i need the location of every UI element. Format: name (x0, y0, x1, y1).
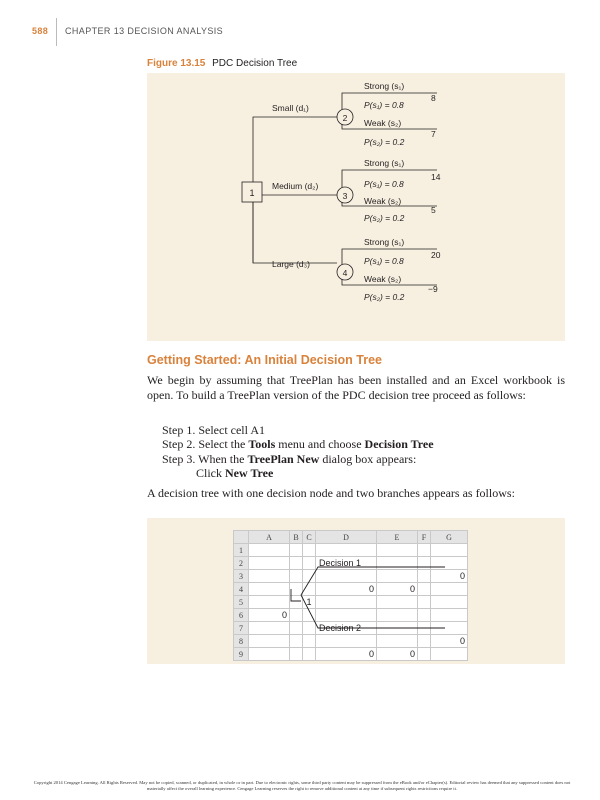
step-text: Click (196, 466, 225, 480)
figure-title: PDC Decision Tree (212, 58, 298, 69)
after-steps-paragraph: A decision tree with one decision node and two branches appears as follows: (147, 486, 515, 500)
branch-line-large (253, 195, 337, 263)
chance-node-3-label: 3 (342, 191, 348, 201)
outcome-prob: P(s₁) = 0.8 (364, 179, 404, 189)
column-header: G (431, 531, 468, 544)
payoff: 14 (431, 172, 441, 182)
step-3-substep (196, 466, 273, 480)
outcome-state: Strong (s₁) (364, 237, 405, 247)
chance-node-2-label: 2 (342, 113, 348, 123)
payoff: 5 (431, 205, 436, 215)
outcome-prob: P(s₂) = 0.2 (364, 137, 405, 147)
step-text: menu and choose (275, 437, 365, 451)
column-header: F (418, 531, 431, 544)
row-header: 7 (234, 622, 249, 635)
outcome-state: Strong (s₁) (364, 81, 405, 91)
outcome-state: Weak (s₂) (364, 196, 402, 206)
figure-label: Figure 13.15 (147, 58, 206, 69)
value-cell: 0 (316, 648, 377, 661)
branch-line-small (253, 117, 337, 182)
row-header: 9 (234, 648, 249, 661)
column-header: D (316, 531, 377, 544)
root-value-cell: 0 (249, 609, 290, 622)
payoff: 20 (431, 250, 441, 260)
header-divider (56, 18, 57, 46)
column-header: B (290, 531, 303, 544)
payoff: 8 (431, 93, 436, 103)
outcome-prob: P(s₂) = 0.2 (364, 292, 405, 302)
section-heading: Getting Started: An Initial Decision Tree (147, 353, 382, 367)
payoff: 7 (431, 129, 436, 139)
decision-1-label: Decision 1 (316, 557, 377, 570)
branch-label-small: Small (d₁) (272, 103, 309, 113)
row-header: 3 (234, 570, 249, 583)
step-2 (162, 437, 434, 451)
intro-paragraph: We begin by assuming that TreePlan has been installed and an Excel workbook is open. To build a TreePlan version of the PDC decision tree proceed as follows: (147, 373, 565, 402)
step-1 (162, 423, 265, 437)
payoff-cell: 0 (431, 570, 468, 583)
payoff: −9 (428, 284, 438, 294)
row-header: 5 (234, 596, 249, 609)
outcome-prob: P(s₁) = 0.8 (364, 256, 404, 266)
value-cell: 0 (377, 583, 418, 596)
branch-label-medium: Medium (d₂) (272, 181, 319, 191)
row-header: 6 (234, 609, 249, 622)
chapter-title: CHAPTER 13 DECISION ANALYSIS (65, 26, 224, 36)
copyright-footer: Copyright 2014 Cengage Learning. All Rights Reserved. May not be copied, scanned, or duplicated, in whole or in part. Due to electronic rights, some third party content may be suppressed from the eBook and/or eChapter(s). Editorial review has deemed that any suppressed content does not materially affect the overall learning experience. Cengage Learning reserves the right to remove additional content at any time if subsequent rights restrictions require it. (33, 780, 571, 791)
running-header (32, 26, 224, 36)
command-name: Decision Tree (364, 437, 434, 451)
row-header: 8 (234, 635, 249, 648)
row-header: 2 (234, 557, 249, 570)
outcome-state: Weak (s₂) (364, 274, 402, 284)
step-text: Step 1. Select cell A1 (162, 423, 265, 437)
outcome-prob: P(s₂) = 0.2 (364, 213, 405, 223)
outcome-prob: P(s₁) = 0.8 (364, 100, 404, 110)
figure-caption (147, 58, 297, 69)
payoff-cell: 0 (431, 635, 468, 648)
button-name: New Tree (225, 466, 274, 480)
page-number: 588 (32, 26, 49, 36)
step-3 (162, 452, 416, 466)
row-header: 4 (234, 583, 249, 596)
outcome-state: Strong (s₁) (364, 158, 405, 168)
decision-node-cell: 1 (303, 596, 316, 609)
branch-label-large: Large (d₃) (272, 259, 310, 269)
chance-node-4-label: 4 (342, 268, 348, 278)
column-header: A (249, 531, 290, 544)
column-header: C (303, 531, 316, 544)
column-header: E (377, 531, 418, 544)
decision-2-label: Decision 2 (316, 622, 377, 635)
value-cell: 0 (316, 583, 377, 596)
spreadsheet-grid (233, 530, 468, 661)
corner-cell (234, 531, 249, 544)
menu-name: Tools (248, 437, 276, 451)
outcome-state: Weak (s₂) (364, 118, 402, 128)
step-text: Step 2. Select the (162, 437, 249, 451)
step-text: Step 3. When the (162, 452, 248, 466)
decision-tree-figure (147, 73, 565, 341)
dialog-name: TreePlan New (247, 452, 320, 466)
step-text: dialog box appears: (319, 452, 417, 466)
decision-tree-diagram (147, 73, 565, 341)
decision-node-label: 1 (249, 188, 255, 198)
row-header: 1 (234, 544, 249, 557)
value-cell: 0 (377, 648, 418, 661)
